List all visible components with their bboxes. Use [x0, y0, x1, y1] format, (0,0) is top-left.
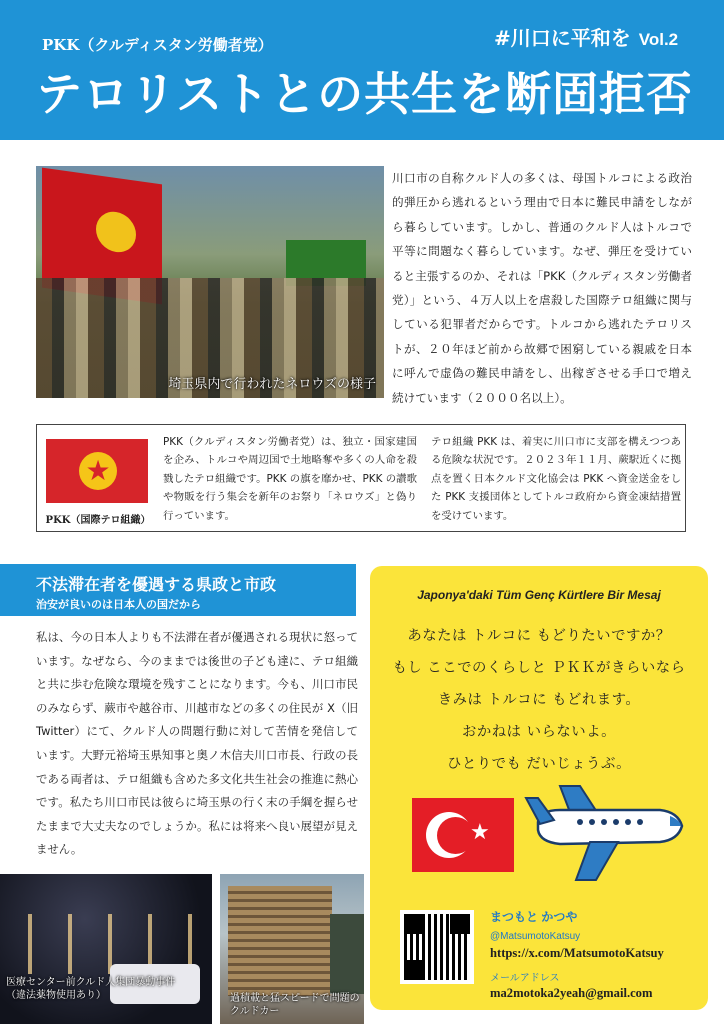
message-line: もし ここでのくらしと ＰＫＫがきらいなら — [392, 660, 686, 676]
header-banner — [0, 0, 724, 140]
truck-photo-caption — [230, 992, 360, 1018]
message-line: きみは トルコに もどれます。 — [437, 692, 641, 708]
pkk-description: PKK（クルディスタン労働者党）は、独立・国家建国を企み、トルコや周辺国で土地略奪や多くの人命を殺戮したテロ組織です。PKK の旗を靡かせ、PKK の讃歌や物販を行う集会を新年のお祭り「ネロウズ」と偽り行っています。 — [163, 436, 417, 522]
message-line: ひとりでも だいじょうぶ。 — [446, 756, 632, 772]
truck-photo — [220, 874, 364, 1024]
nowruz-photo — [36, 166, 384, 398]
pkk-kawaguchi-status: テロ組織 PKK は、着実に川口市に支部を構えつつある危険な状況です。２０２３年１１月、蕨駅近くに拠点を置く日本クルド文化協会は PKK へ資金送金をした PKK 支援団体としてトルコ政府から資金凍結措置を受けています。 — [431, 436, 681, 522]
message-line: おかねは いらないよ。 — [462, 724, 616, 740]
volume-label: Vol.2 — [638, 30, 679, 49]
truck-caption-line2: クルドカー — [230, 1006, 280, 1017]
hashtag — [494, 22, 678, 51]
section-subheading: 治安が良いのは日本人の国だから — [36, 598, 201, 611]
qr-code-icon[interactable] — [400, 910, 474, 984]
section-heading-bar — [0, 564, 356, 616]
riot-photo — [0, 874, 212, 1024]
photo-caption: 埼玉県内で行われたネロウズの様子 — [168, 377, 376, 392]
section-body: 私は、今の日本人よりも不法滞在者が優遇される現状に怒っています。なぜなら、今のままでは後世の子ども達に、テロ組織と共に歩む危険な環境を残すことになります。今も、川口市民のみならず、蕨市や越谷市、川越市などの多くの住民が X（旧 Twitter）にて、クルド人の問題行動に対して苦情を発信しています。大野元裕埼玉県知事と奥ノ木信夫川口市長、行政の長である両者は、テロ組織も含めた多文化共生社会の推進に熱心です。私たち川口市民は彼らに埼玉県の行く末の手綱を握らせたままで大丈夫なのでしょうか。私には将来へ良い展望が見えません。 — [36, 630, 358, 857]
airplane-icon — [520, 780, 690, 890]
email-address-link[interactable]: ma2motoka2yeah@gmail.com — [490, 986, 653, 1000]
page-title: テロリストとの共生を断固拒否 — [36, 67, 694, 121]
hashtag-text: #川口に平和を — [494, 26, 631, 50]
header-kicker: PKK（クルディスタン労働者党） — [42, 36, 273, 54]
message-line: あなたは トルコに もどりたいですか？ — [407, 628, 671, 644]
contact-block — [490, 908, 664, 1001]
author-name: まつもと かつや — [490, 910, 578, 924]
x-handle: @MatsumotoKatsuy — [490, 931, 581, 942]
x-url-link[interactable]: https://x.com/MatsumotoKatsuy — [490, 946, 664, 960]
truck-caption-line1: 過積載と猛スピードで問題の — [230, 993, 360, 1004]
riot-photo-caption — [6, 976, 175, 1002]
intro-paragraph: 川口市の自称クルド人の多くは、母国トルコによる政治的弾圧から逃れるという理由で日本に難民申請をしながら暮らしています。しかし、普通のクルド人はトルコで平等に問題なく暮らしています。なぜ、弾圧を受けていると主張するのか、それは「PKK（クルディスタン労働者党）」という、４万人以上を虐殺した国際テロ組織に関与している犯罪者だからです。トルコから逃れたテロリストが、２０年ほど前から故郷で困窮している親戚を日本に呼んで虚偽の難民申請をし、出稼ぎさせる手口で増え続けています（２０００名以上）。 — [392, 171, 692, 405]
pkk-info-box — [36, 424, 686, 532]
riot-caption-line1: 医療センター前クルド人集団暴動事件 — [6, 977, 176, 988]
message-card — [370, 566, 708, 1010]
pkk-flag-label: PKK（国際テロ組織） — [45, 515, 151, 526]
turkey-flag-icon: ★ — [412, 798, 514, 872]
section-heading: 不法滞在者を優遇する県政と市政 — [36, 575, 277, 594]
turkish-message-title: Japonya'daki Tüm Genç Kürtlere Bir Mesaj — [417, 588, 661, 602]
riot-caption-line2: （違法薬物使用あり） — [6, 990, 106, 1001]
email-label: メールアドレス — [490, 973, 560, 984]
pkk-flag-icon: ★ — [46, 439, 148, 503]
